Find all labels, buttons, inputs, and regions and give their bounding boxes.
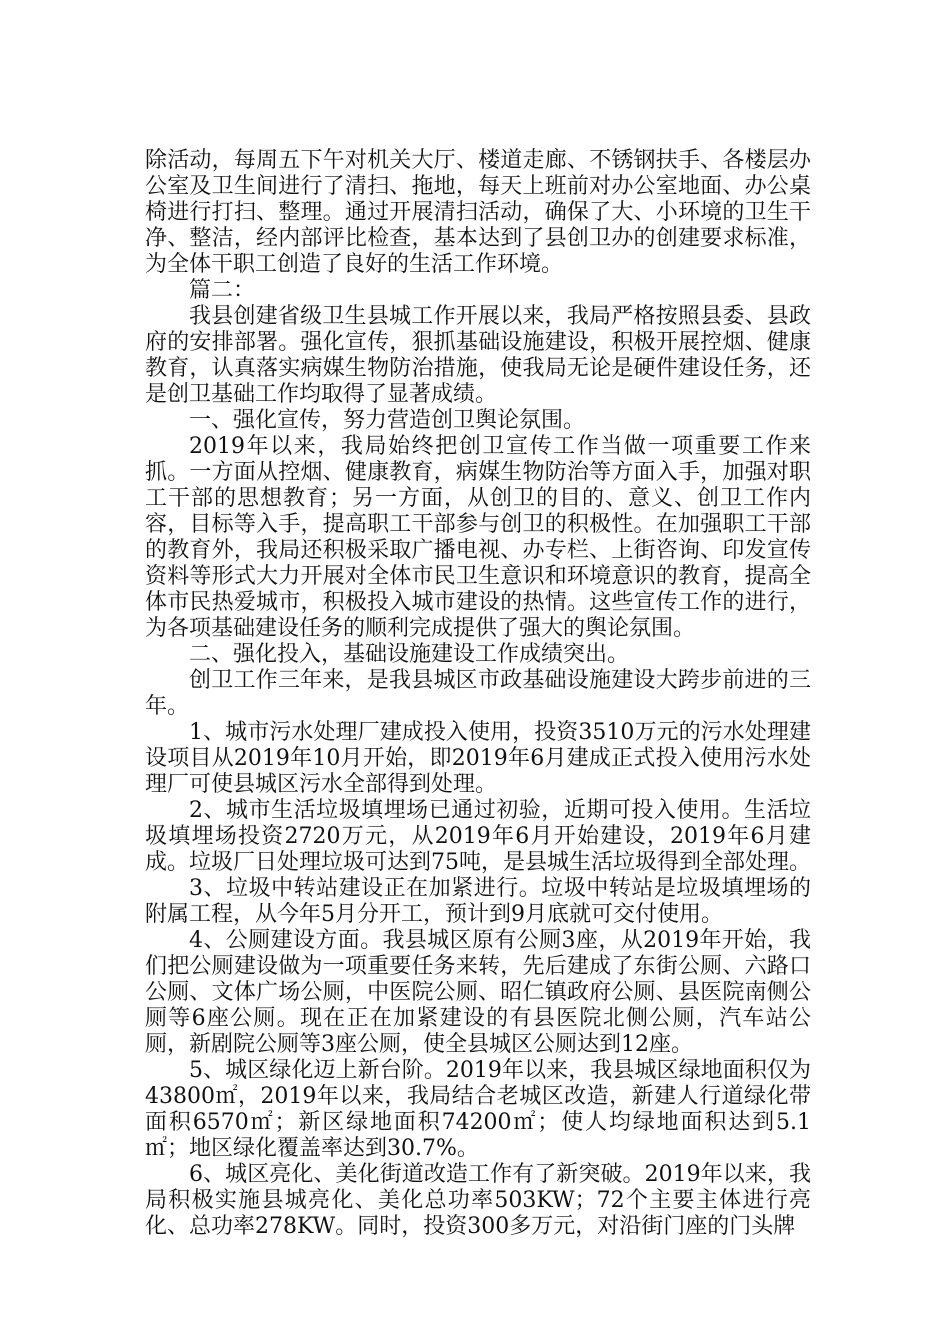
- paragraph-three-years: 创卫工作三年来，是我县城区市政基础设施建设大跨步前进的三年。: [145, 668, 811, 719]
- paragraph-continued: 除活动，每周五下午对机关大厅、楼道走廊、不锈钢扶手、各楼层办公室及卫生间进行了清扫、拖地，每天上班前对办公室地面、办公桌椅进行打扫、整理。通过开展清扫活动，确保了大、小环境的卫生干净、整洁，经内部评比检查，基本达到了县创卫办的创建要求标准，为全体干职工创造了良好的生活工作环境。: [145, 148, 811, 277]
- paragraph-intro: 我县创建省级卫生县城工作开展以来，我局严格按照县委、县政府的安排部署。强化宣传，狠抓基础设施建设，积极开展控烟、健康教育，认真落实病媒生物防治措施，使我局无论是硬件建设任务，还是创卫基础工作均取得了显著成绩。: [145, 304, 811, 407]
- heading-investment: 二、强化投入，基础设施建设工作成绩突出。: [189, 642, 630, 667]
- item-transfer-station: 3、垃圾中转站建设正在加紧进行。垃圾中转站是垃圾填埋场的附属工程，从今年5月分开工，预计到9月底就可交付使用。: [145, 876, 811, 927]
- item-lighting: 6、城区亮化、美化街道改造工作有了新突破。2019年以来，我局积极实施县城亮化、美化总功率503KW；72个主要主体进行亮化、总功率278KW。同时，投资300多万元，对沿街门座的门头牌: [145, 1162, 811, 1239]
- document-body: [145, 148, 811, 1240]
- section-heading-part-two: 篇二：: [189, 278, 256, 303]
- heading-publicity: 一、强化宣传，努力营造创卫舆论氛围。: [189, 408, 586, 433]
- paragraph-publicity: 2019年以来，我局始终把创卫宣传工作当做一项重要工作来抓。一方面从控烟、健康教育，病媒生物防治等方面入手，加强对职工干部的思想教育；另一方面，从创卫的目的、意义、创卫工作内容，目标等入手，提高职工干部参与创卫的积极性。在加强职工干部的教育外，我局还积极采取广播电视、办专栏、上街咨询、印发宣传资料等形式大力开展对全体市民卫生意识和环境意识的教育，提高全体市民热爱城市，积极投入城市建设的热情。这些宣传工作的进行，为各项基础建设任务的顺利完成提供了强大的舆论氛围。: [145, 434, 811, 641]
- item-public-toilets: 4、公厕建设方面。我县城区原有公厕3座，从2019年开始，我们把公厕建设做为一项重要任务来转，先后建成了东街公厕、六路口公厕、文体广场公厕，中医院公厕、昭仁镇政府公厕、县医院南侧公厕等6座公厕。现在正在加紧建设的有县医院北侧公厕，汽车站公厕，新剧院公厕等3座公厕，使全县城区公厕达到12座。: [145, 928, 811, 1057]
- item-greening: 5、城区绿化迈上新台阶。2019年以来，我县城区绿地面积仅为43800㎡，2019年以来，我局结合老城区改造，新建人行道绿化带面积6570㎡；新区绿地面积74200㎡；使人均绿地面积达到5.1㎡；地区绿化覆盖率达到30.7%。: [145, 1058, 811, 1161]
- item-sewage-plant: 1、城市污水处理厂建成投入使用，投资3510万元的污水处理建设项目从2019年10月开始，即2019年6月建成正式投入使用污水处理厂可使县城区污水全部得到处理。: [145, 720, 811, 797]
- item-landfill: 2、城市生活垃圾填埋场已通过初验，近期可投入使用。生活垃圾填埋场投资2720万元，从2019年6月开始建设，2019年6月建成。垃圾厂日处理垃圾可达到75吨，是县城生活垃圾得到全部处理。: [145, 798, 811, 875]
